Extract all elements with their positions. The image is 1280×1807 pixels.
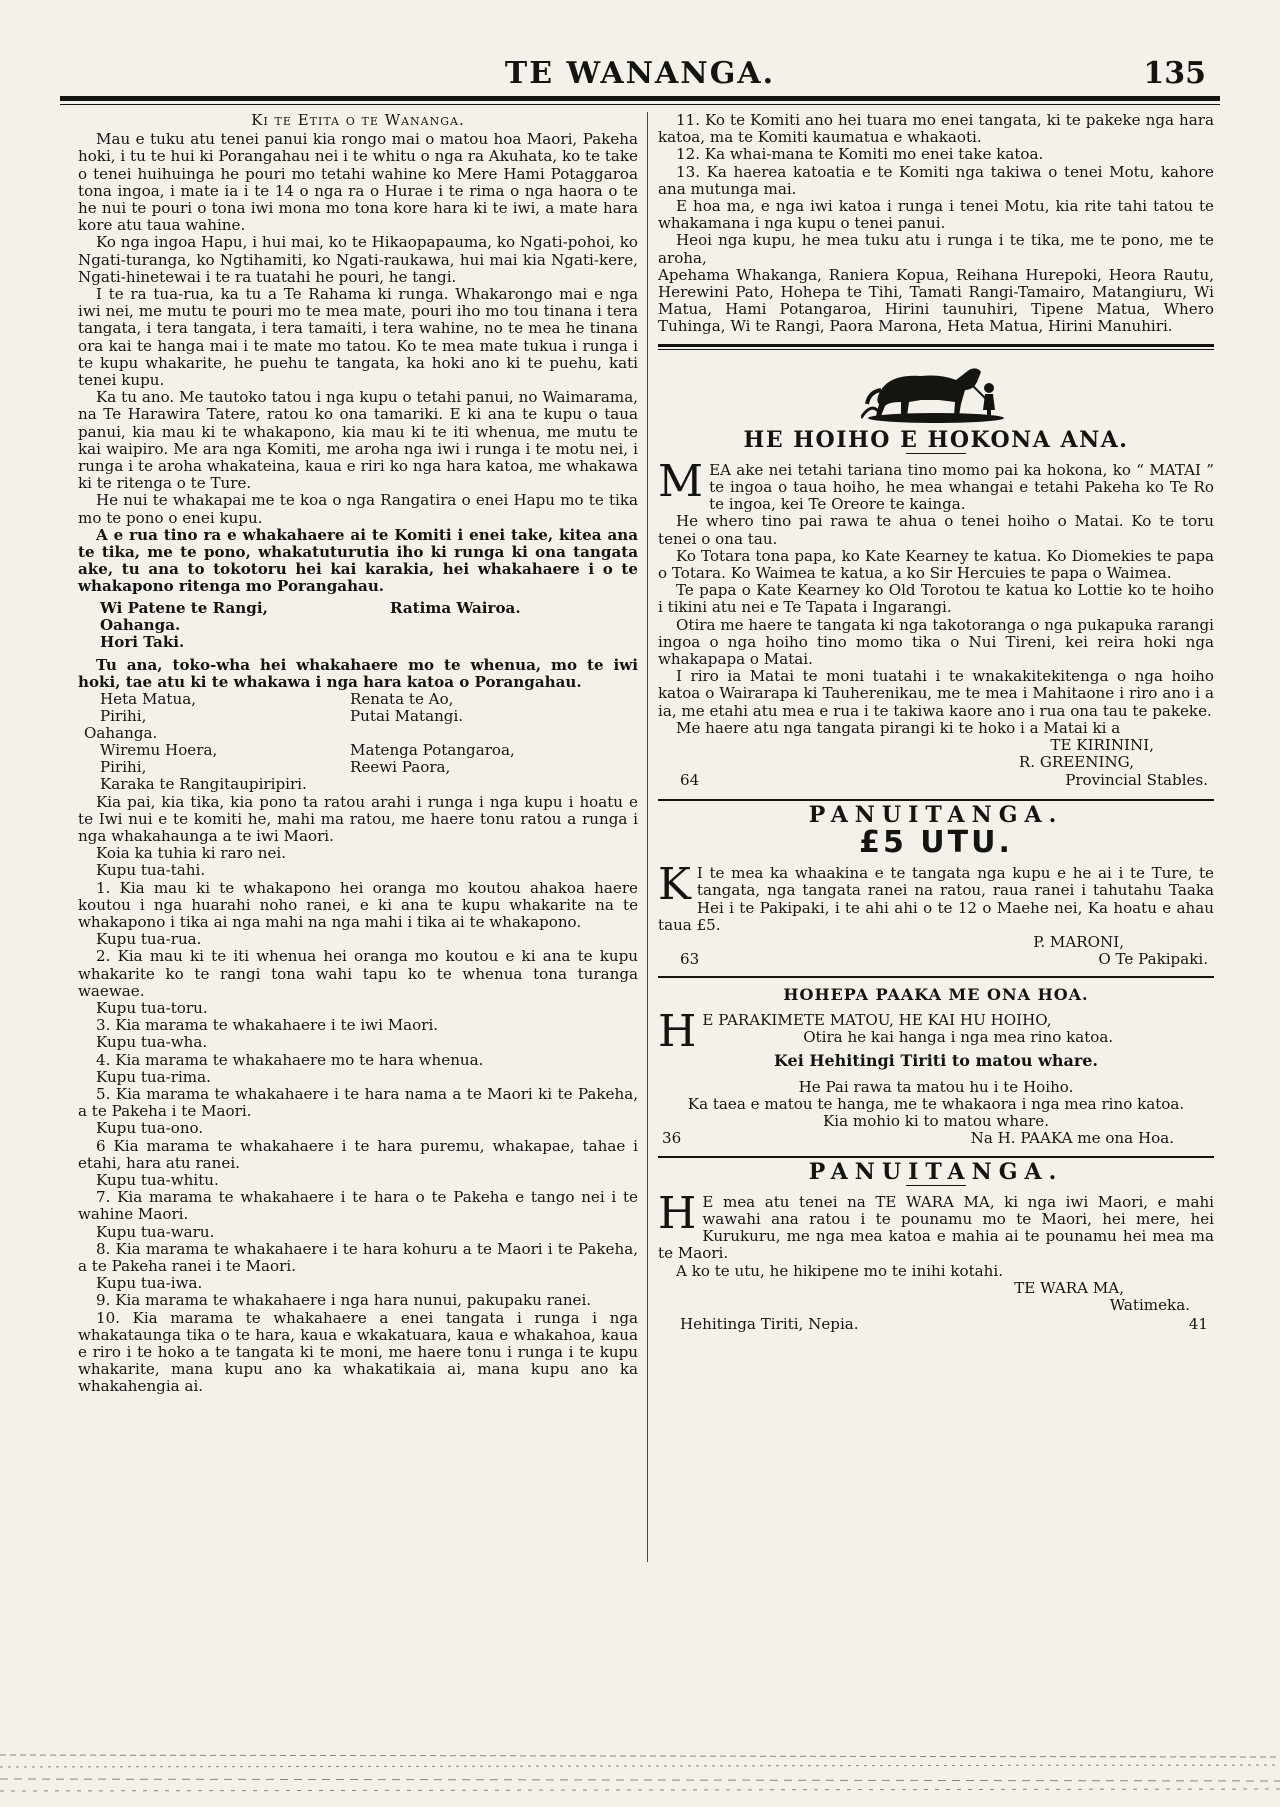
title-underline <box>906 1185 966 1186</box>
committee-block <box>100 691 638 725</box>
letter-paragraph: I te ra tua-rua, ka tu a Te Rahama ki runga. Whakarongo mai e nga iwi nei, me mutu te pouri mo te mea mate, pouri iho mo tou tinana i tera tangata, i tera tangata, i tera tamaiti, i tera wahine, no te mea he tinana ora kai te hanga mai i te mate mo tatou. Ko te mea mate tukua i runga i te kupu whakarite, he puehu te tangata, ka hoki ano ki te puehu, kati tenei kupu. <box>78 285 638 390</box>
committee-name: Pirihi, <box>100 707 147 726</box>
letter-cont-paragraph: 12. Ka whai-mana te Komiti mo enei take katoa. <box>676 145 1044 164</box>
signer-place: Oahanga. <box>100 615 181 634</box>
horse-ad-paragraph: EA ake nei tetahi tariana tino momo pai ka hokona, ko “ MATAI ” te ingoa o taua hoiho, he mea whangai e tetahi Pakeha ko Te Ro te ingoa, kei Te Oreore te kainga. <box>709 461 1214 514</box>
horse-ad-intro <box>658 462 1214 514</box>
masthead-heavy-rule <box>60 96 1220 101</box>
numbered-rule: 10. Kia marama te whakahaere a enei tangata i runga i nga whakataunga tika o te hara, kaua e wkakatuara, kaua e whakahoa, kaua e riro i te hoko a te tangata ki te moni, me haere tonu i runga i te kupu whakarite, mana kupu ano ka whakatikaia ai, mana kupu ano ka whakahengia ai. <box>78 1308 638 1396</box>
horse-ad-footer <box>658 772 1214 789</box>
horse-ad-paragraph: Ko Totara tona papa, ko Kate Kearney te katua. Ko Diomekies te papa o Totara. Ko Waimea te katua, a ko Sir Hercuies te papa o Waimea. <box>658 546 1214 583</box>
hohepa-ad-address: Kei Hehitingi Tiriti to matou whare. <box>773 1050 1098 1070</box>
letter-heading: Ki te Etita o te Wananga. <box>251 111 465 129</box>
reward-ad-footer <box>658 951 1214 968</box>
horse-ad-signer: TE KIRININI, <box>1050 736 1154 755</box>
committee-place: Oahanga. <box>84 724 158 743</box>
numbered-rule: 9. Kia marama te whakahaere i nga hara nunui, pakupaku ranei. <box>96 1291 592 1310</box>
horse-ad-title: HE HOIHO E HOKONA ANA. <box>743 426 1129 453</box>
ad-number: 41 <box>1188 1315 1208 1334</box>
wara-ad-place: Watimeka. <box>1109 1295 1190 1314</box>
numbered-rule: 7. Kia marama te whakahaere i te hara o te Pakeha e tango nei i te wahine Maori. <box>78 1188 638 1224</box>
reward-ad-body: I te mea ka whaakina e te tangata nga kupu e he ai i te Ture, te tangata, nga tangata ranei na ratou, raua ranei i tahutahu Taaka Hei i te Pakipaki, i te ahi ahi o te 12 o Maehe nei, Ka hoatu e ahau taua £5. <box>658 865 1214 934</box>
letter-signatories: Apehama Whakanga, Raniera Kopua, Reihana Hurepoki, Heora Rautu, Herewini Pato, Hohepa te Tihi, Tamati Rangi-Tamairo, Matangiuru, Wi Matua, Hami Potangaroa, Hirini taunuhiri, Tipene Matua, Whero Tuhinga, Wi te Rangi, Paora Marona, Heta Matua, Hirini Manuhiri. <box>658 265 1214 336</box>
section-label: Kupu tua-whitu. <box>96 1170 219 1189</box>
horse-ad-signer: Provincial Stables. <box>1065 770 1208 789</box>
horse-ad <box>658 360 1214 789</box>
signer-name: Ratima Wairoa. <box>390 598 521 617</box>
hohepa-ad-title: HOHEPA PAAKA ME ONA HOA. <box>783 985 1089 1005</box>
horse-ad-paragraph: Te papa o Kate Kearney ko Old Torotou te katua ko Lottie ko te hoiho i tikini atu nei e Te Tapata i Ingarangi. <box>658 581 1214 617</box>
hohepa-ad-line: He Pai rawa ta matou hu i te Hoiho. <box>798 1077 1074 1096</box>
signer-name: Wi Patene te Rangi, <box>100 598 268 617</box>
letter-cont-paragraph: E hoa ma, e nga iwi katoa i runga i tenei Motu, kia rite tahi tatou te whakamana i nga kupu o tenei panui. <box>658 197 1214 233</box>
section-label: Kupu tua-ono. <box>96 1119 204 1138</box>
committee-name: Matenga Potangaroa, <box>350 741 515 760</box>
section-rule-light <box>658 349 1214 350</box>
wara-ad-price: A ko te utu, he hikipene mo te inihi kotahi. <box>676 1261 1004 1280</box>
hohepa-ad-line: Kia mohio ki to matou whare. <box>822 1112 1050 1131</box>
section-rule-heavy <box>658 344 1214 347</box>
section-label: Kupu tua-waru. <box>96 1222 215 1241</box>
hohepa-ad-line: Otira he kai hanga i nga mea rino katoa. <box>803 1027 1114 1046</box>
left-column <box>78 112 638 1396</box>
section-rule <box>658 799 1214 801</box>
ad-number: 64 <box>680 770 700 789</box>
hohepa-ad-signer: Na H. PAAKA me ona Hoa. <box>970 1129 1174 1148</box>
committee-name: Karaka te Rangitaupiripiri. <box>100 775 307 794</box>
numbered-rule: 1. Kia mau ki te whakapono hei oranga mo koutou ahakoa haere koutou i nga huarahi noho ranei, e ki ana te kupu whakarite na te whakapono i tika ai nga mahi na nga mahi i tika ai te whakapono. <box>78 878 638 931</box>
committee-paragraph: Tu ana, toko-wha hei whakahaere mo te whenua, mo te iwi hoki, tae atu ki te whakawa i nga hara katoa o Porangahau. <box>78 655 638 691</box>
masthead <box>60 48 1220 110</box>
wara-ad-signer: TE WARA MA, <box>1014 1278 1124 1297</box>
section-label: Kupu tua-rua. <box>96 930 202 949</box>
hohepa-ad-line: E PARAKIMETE MATOU, HE KAI HU HOIHO, <box>702 1011 1052 1029</box>
page-edge-texture <box>0 1745 1280 1807</box>
letter-paragraph: Mau e tuku atu tenei panui kia rongo mai o matou hoa Maori, Pakeha hoki, i tu te hui ki Porangahau nei i te whitu o nga ra Akuhata, ko te take o tenei huihuinga he pouri mo tetahi wahine ko Mere Hami Potaggaroa tona ingoa, i mate ia i te 14 o nga ra o Hurae i te rima o nga haora o te he nui te pouri o tona iwi mona mo tona kore hara ki te iwi, a mate hara kore atu taua wahine. <box>78 130 638 235</box>
committee-name: Renata te Ao, <box>350 690 454 709</box>
letter-cont-paragraph: Heoi nga kupu, he mea tuku atu i runga i te tika, me te pono, me te aroha, <box>658 231 1214 267</box>
section-label: Kupu tua-wha. <box>96 1033 208 1052</box>
letter-paragraph: He nui te whakapai me te koa o nga Rangatira o enei Hapu mo te tika mo te pono o enei kupu. <box>78 491 638 527</box>
letter-cont-paragraph: 11. Ko te Komiti ano hei tuara mo enei tangata, ki te pakeke nga hara katoa, ma te Komiti kaumatua e whakaoti. <box>658 111 1214 147</box>
drop-cap: K <box>658 865 691 911</box>
horse-ad-paragraph: Me haere atu nga tangata pirangi ki te hoko i a Matai ki a <box>676 718 1121 737</box>
letter-paragraph: Kia pai, kia tika, kia pono ta ratou arahi i runga i nga kupu i hoatu e te Iwi nui e te komiti he, mahi ma ratou, me haere tonu ratou a runga i nga whakahaunga a te iwi Maori. <box>78 792 638 845</box>
reward-ad-title: PANUITANGA. <box>808 801 1064 828</box>
numbered-rule: 4. Kia marama te whakahaere mo te hara whenua. <box>96 1050 484 1069</box>
hohepa-ad-footer <box>658 1130 1214 1147</box>
title-underline <box>906 453 966 454</box>
reward-ad-body-wrap <box>658 865 1214 934</box>
horse-ad-paragraph: Otira me haere te tangata ki nga takotoranga o nga pukapuka rarangi ingoa o nga hoiho tino momo tika o Nui Tireni, kei reira hoki nga whakapapa o Matai. <box>658 615 1214 669</box>
committee-name: Putai Matangi. <box>350 707 464 726</box>
horse-ad-paragraph: I riro ia Matai te moni tuatahi i te wnakakitekitenga o nga hoiho katoa o Wairarapa ki Tauherenikau, me te mea i Mahitaone i riro ano i a ia, me etahi atu mea e rua i te takiwa kaore ano i rua ona tau te pakeke. <box>658 667 1214 720</box>
drop-cap: H <box>658 1011 697 1050</box>
hohepa-ad-intro <box>658 1012 1214 1050</box>
column-divider <box>647 112 648 1562</box>
wara-ad-address: Hehitinga Tiriti, Nepia. <box>680 1315 859 1334</box>
hohepa-ad-line: Ka taea e matou te hanga, me te whakaora i nga mea rino katoa. <box>687 1094 1185 1113</box>
right-column <box>658 112 1214 1333</box>
masthead-thin-rule <box>60 104 1220 105</box>
committee-block-2 <box>100 742 638 776</box>
committee-name: Pirihi, <box>100 758 147 777</box>
letter-paragraph: Koia ka tuhia ki raro nei. <box>96 844 287 863</box>
horse-ad-signer: R. GREENING, <box>1018 753 1134 772</box>
drop-cap: H <box>658 1193 697 1239</box>
section-label: Kupu tua-rima. <box>96 1067 211 1086</box>
section-label: Kupu tua-tahi. <box>96 861 206 880</box>
letter-paragraph: A e rua tino ra e whakahaere ai te Komiti i enei take, kitea ana te tika, me te pono, whakatuturutia iho ki runga ki ona tangata ake, tu ana to tokotoru hei kai karakia, hei whakahaere i o te whakapono ritenga mo Porangahau. <box>78 525 638 596</box>
horse-icon <box>861 360 1011 424</box>
letter-cont-paragraph: 13. Ka haerea katoatia e te Komiti nga takiwa o tenei Motu, kahore ana mutunga mai. <box>658 162 1214 198</box>
page-number: 135 <box>1143 56 1206 91</box>
reward-ad-subtitle: £5 UTU. <box>859 824 1013 860</box>
signer-name: Hori Taki. <box>100 632 185 651</box>
reward-ad-signer: P. MARONI, <box>1033 932 1124 951</box>
horse-illustration <box>658 360 1214 424</box>
committee-name: Reewi Paora, <box>350 758 451 777</box>
numbered-rule: 2. Kia mau ki te iti whenua hei oranga mo koutou e ki ana te kupu whakarite ko te rangi tona wahi tapu ko te whenua tona turanga waewae. <box>78 947 638 1000</box>
section-label: Kupu tua-toru. <box>96 998 208 1017</box>
numbered-rule: 5. Kia marama te whakahaere i te hara nama a te Maori ki te Pakeha, a te Pakeha i te Maori. <box>78 1084 638 1121</box>
wara-ad <box>658 1158 1214 1334</box>
newspaper-title: TE WANANGA. <box>504 56 776 91</box>
wara-ad-title: PANUITANGA. <box>808 1158 1064 1185</box>
numbered-rule: 3. Kia marama te whakahaere i te iwi Maori. <box>96 1016 439 1035</box>
letter-paragraph: Ko nga ingoa Hapu, i hui mai, ko te Hikaopapauma, ko Ngati-pohoi, ko Ngati-turanga, ko Ngtihamiti, ko Ngati-raukawa, hui mai kia Ngati-kere, Ngati-hinetewai i te ra tuatahi he pouri, he tangi. <box>78 233 638 286</box>
section-rule <box>658 976 1214 978</box>
ad-number: 63 <box>680 950 700 969</box>
horse-ad-paragraph: He whero tino pai rawa te ahua o tenei hoiho o Matai. Ko te toru tenei o ona tau. <box>658 512 1214 548</box>
committee-name: Heta Matua, <box>100 690 196 709</box>
reward-ad <box>658 801 1214 969</box>
numbered-rule: 6 Kia marama te whakahaere i te hara puremu, whakapae, tahae i etahi, hara atu ranei. <box>78 1136 638 1172</box>
drop-cap: M <box>658 461 704 507</box>
signers-block <box>100 600 638 651</box>
committee-name: Wiremu Hoera, <box>100 741 218 760</box>
section-label: Kupu tua-iwa. <box>96 1274 203 1293</box>
letter-paragraph: Ka tu ano. Me tautoko tatou i nga kupu o tetahi panui, no Waimarama, na Te Harawira Tatere, ratou ko ona tamariki. E ki ana te kupu o taua panui, kia mau ki te whakapono, kia mau ki te iti whenua, me mutu te kai waipiro. Me ara nga Komiti, me aroha nga iwi i runga i te motu nei, i runga i te aroha whakateina, kaua e riri ko nga hara katoa, me whakawa ki te ritenga o te Ture. <box>78 388 638 493</box>
reward-ad-place: O Te Pakipaki. <box>1098 950 1208 969</box>
section-rule <box>658 1156 1214 1158</box>
wara-ad-footer <box>658 1316 1214 1333</box>
wara-ad-body: E mea atu tenei na TE WARA MA, ki nga iwi Maori, e mahi wawahi ana ratou i te pounamu mo te Maori, hei mere, hei Kurukuru, me nga mea katoa e mahia ai te pounamu hei mea ma te Maori. <box>658 1193 1214 1263</box>
hohepa-ad <box>658 986 1214 1147</box>
ad-number: 36 <box>662 1129 682 1148</box>
wara-ad-body-wrap <box>658 1194 1214 1263</box>
numbered-rule: 8. Kia marama te whakahaere i te hara kohuru a te Maori i te Pakeha, a te Pakeha ranei i te Maori. <box>78 1239 638 1275</box>
